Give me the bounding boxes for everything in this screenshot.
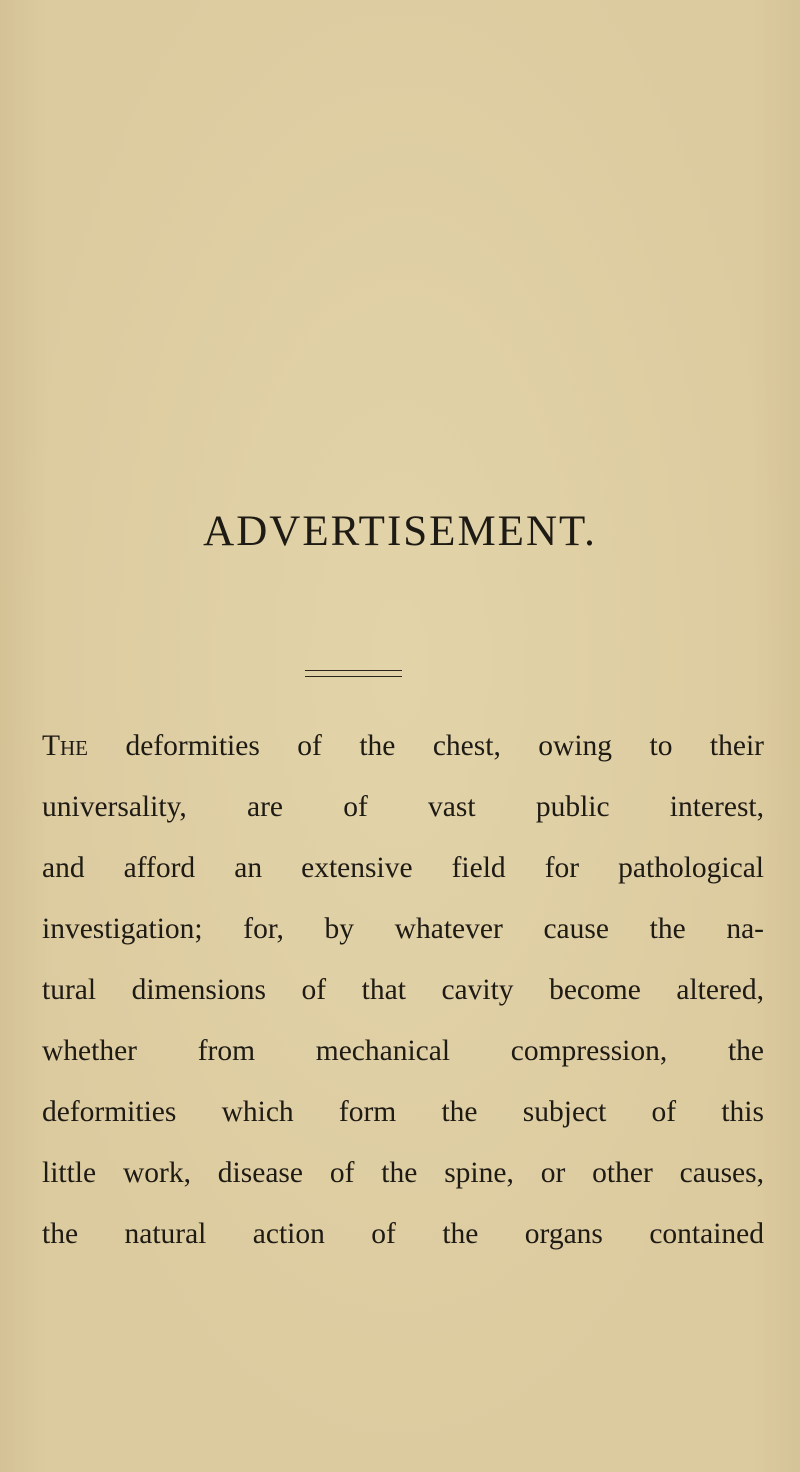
text-line-6: whether from mechanical compression, the <box>42 1035 764 1067</box>
text-line-4: investigation; for, by whatever cause the na- <box>42 913 764 945</box>
text-line-2: universality, are of vast public interest, <box>42 791 764 823</box>
text-line-8: little work, disease of the spine, or other causes, <box>42 1157 764 1189</box>
small-caps-lead: The <box>42 730 89 762</box>
text-line-5: tural dimensions of that cavity become altered, <box>42 974 764 1006</box>
page-heading: ADVERTISEMENT. <box>203 508 597 555</box>
body-paragraph <box>42 716 764 1265</box>
text-line-3: and afford an extensive field for pathological <box>42 852 764 884</box>
text-line-9: the natural action of the organs contained <box>42 1218 764 1250</box>
double-rule-bottom <box>305 676 402 677</box>
text-line-7: deformities which form the subject of this <box>42 1096 764 1128</box>
text-line-1: The deformities of the chest, owing to their <box>42 730 764 762</box>
double-rule-top <box>305 670 402 671</box>
